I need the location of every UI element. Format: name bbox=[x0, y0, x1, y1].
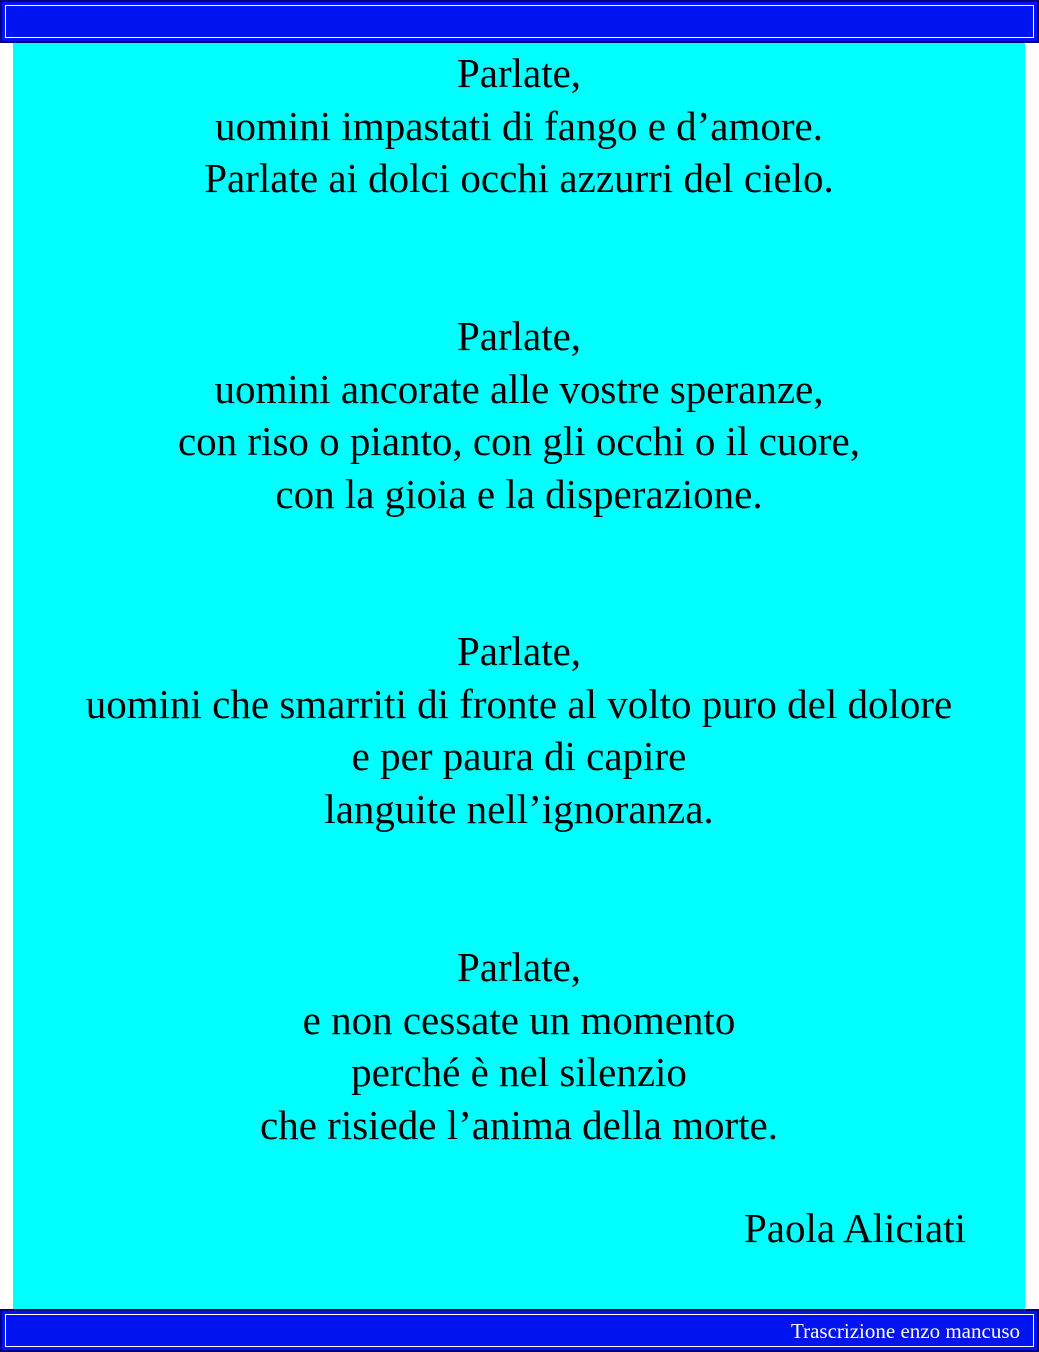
stanza-2 bbox=[13, 310, 1025, 520]
poem-line: uomini ancorate alle vostre speranze, bbox=[214, 365, 824, 412]
author-signature: Paola Aliciati bbox=[743, 1205, 966, 1251]
stanza-4 bbox=[13, 941, 1025, 1151]
poem-line: Parlate, bbox=[456, 628, 582, 674]
poem-line: Parlate, bbox=[456, 944, 582, 990]
poem-line: uomini impastati di fango e d’amore. bbox=[214, 102, 823, 149]
bottom-frame-bar bbox=[0, 1309, 1039, 1352]
poem-line: e non cessate un momento bbox=[302, 996, 736, 1043]
transcription-credit: Trascrizione enzo mancuso bbox=[791, 1319, 1020, 1343]
poem-line: con riso o pianto, con gli occhi o il cuore, bbox=[177, 418, 861, 464]
poem-line: con la gioia e la disperazione. bbox=[275, 470, 763, 517]
top-frame-bar bbox=[0, 0, 1039, 43]
poem-line: perché è nel silenzio bbox=[351, 1049, 687, 1095]
poem-line: Parlate, bbox=[456, 50, 582, 96]
poem-line: e per paura di capire bbox=[351, 733, 687, 779]
stanza-3 bbox=[13, 625, 1025, 835]
poem-line: languite nell’ignoranza. bbox=[324, 785, 714, 832]
poem-line: Parlate ai dolci occhi azzurri del cielo. bbox=[204, 155, 834, 201]
poem-line: uomini che smarriti di fronte al volto puro del dolore bbox=[85, 680, 953, 727]
stanza-1 bbox=[13, 47, 1025, 205]
poem-line: Parlate, bbox=[456, 313, 582, 359]
poem-area bbox=[13, 43, 1025, 1309]
poem-line: che risiede l’anima della morte. bbox=[260, 1101, 778, 1148]
